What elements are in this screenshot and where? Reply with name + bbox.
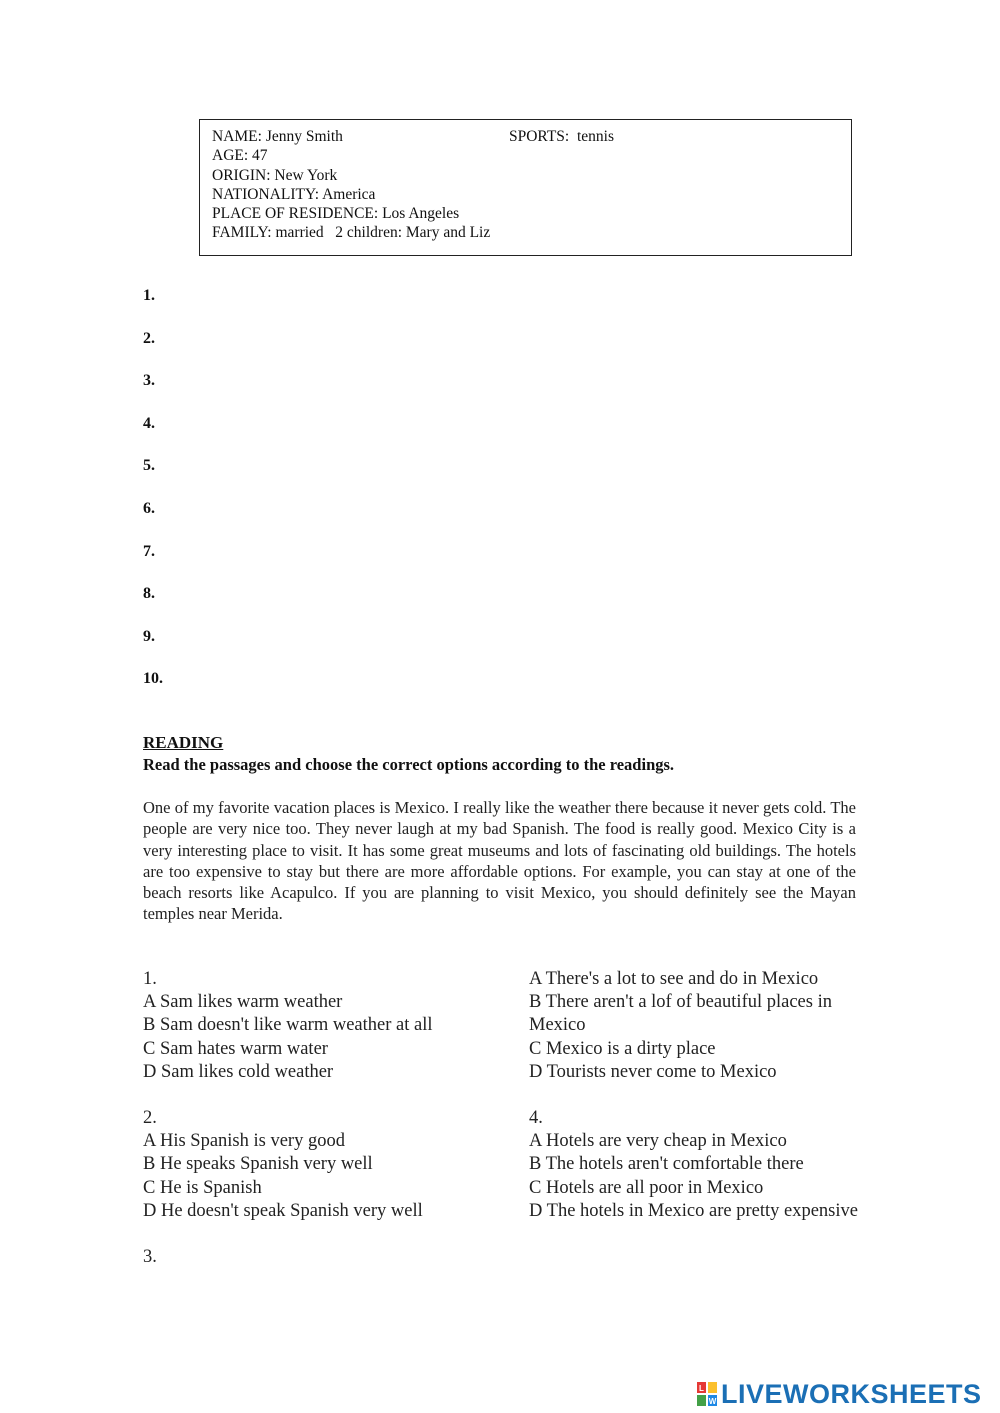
question-number: 4. [529,1108,543,1129]
option[interactable]: B There aren't a lof of beautiful places in Mexico [529,992,832,1036]
option[interactable]: A His Spanish is very good [143,1131,345,1152]
option[interactable]: C He is Spanish [143,1177,262,1198]
answer-number: 4. [143,414,155,432]
option[interactable]: C Hotels are all poor in Mexico [529,1177,764,1198]
logo-mark-letter: W [708,1397,717,1406]
option[interactable]: B Sam doesn't like warm weather at all [143,1015,433,1036]
profile-name: NAME: Jenny Smith [212,128,343,145]
profile-residence: PLACE OF RESIDENCE: Los Angeles [212,205,460,223]
profile-sports: SPORTS: tennis [509,128,615,145]
option[interactable]: B He speaks Spanish very well [143,1154,373,1175]
answer-number: 1. [143,287,155,304]
logo-mark-letter: L [699,1384,704,1393]
question-number: 3. [143,1247,157,1268]
answer-number: 5. [143,457,155,475]
answer-number: 2. [143,329,155,347]
questions-left-column [143,968,503,1292]
profile-age: AGE: 47 [212,147,268,165]
question-number: 2. [143,1108,157,1129]
question-block [529,1107,859,1223]
option[interactable]: C Mexico is a dirty place [529,1038,716,1059]
questions-right-column [529,968,859,1246]
answer-number: 10. [143,670,163,688]
question-block [143,968,503,1084]
answer-number: 7. [143,542,155,560]
logo-mark-icon [697,1382,717,1406]
answer-number: 8. [143,585,155,603]
question-number: 1. [143,969,157,989]
question-block [143,1107,503,1223]
reading-passage: One of my favorite vacation places is Mexico. I really like the weather there because it never gets cold. The people are very nice too. They never laugh at my bad Spanish. The food is really good. Mexico City is a very interesting place to visit. It has some great museums and lots of fascinating old buildings. The hotels are too expensive to stay but there are more affordable options. For example, you can stay at one of the beach resorts like Acapulco. If you are planning to visit Mexico, you should definitely see the Mayan temples near Merida. [143,798,856,924]
option[interactable]: A Hotels are very cheap in Mexico [529,1131,787,1152]
profile-origin: ORIGIN: New York [212,166,338,184]
answer-number: 9. [143,627,155,645]
profile-nationality: NATIONALITY: America [212,185,376,203]
option[interactable]: A Sam likes warm weather [143,992,343,1013]
profile-family: FAMILY: married 2 children: Mary and Liz [212,224,491,242]
liveworksheets-logo [697,1380,982,1408]
profile-details [212,127,490,243]
logo-text: LIVEWORKSHEETS [721,1379,982,1409]
question-block [143,1246,503,1269]
answer-number: 3. [143,372,155,390]
option[interactable]: D He doesn't speak Spanish very well [143,1200,423,1221]
section-instruction: Read the passages and choose the correct options according to the readings. [143,755,675,774]
section-title: READING [143,733,224,752]
profile-card [199,119,852,256]
option[interactable]: D The hotels in Mexico are pretty expensive [529,1200,858,1221]
option[interactable]: D Tourists never come to Mexico [529,1061,777,1082]
question-block [529,968,859,1084]
option[interactable]: A There's a lot to see and do in Mexico [529,969,819,989]
option[interactable]: B The hotels aren't comfortable there [529,1154,804,1175]
option[interactable]: C Sam hates warm water [143,1038,328,1059]
option[interactable]: D Sam likes cold weather [143,1061,334,1082]
answer-number: 6. [143,500,155,517]
